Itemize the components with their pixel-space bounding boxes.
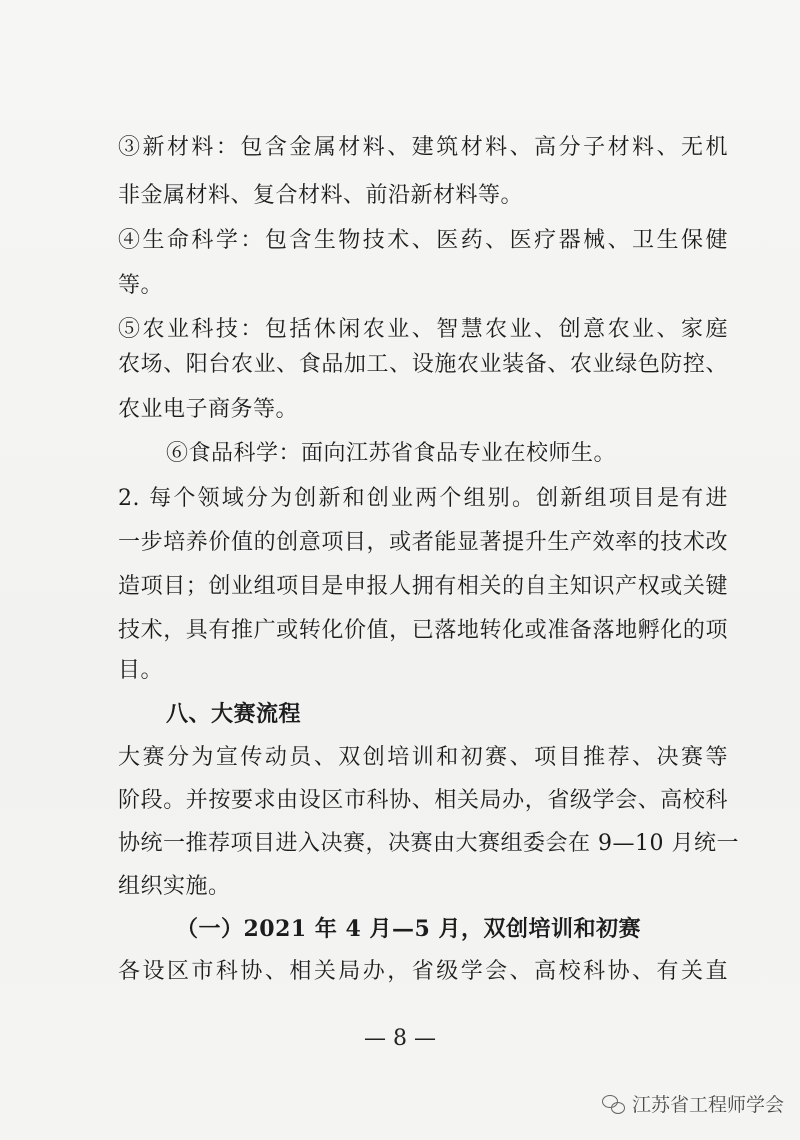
text-line: ④生命科学：包含生物技术、医药、医疗器械、卫生保健 (118, 228, 728, 253)
wechat-icon (602, 1094, 626, 1114)
text-line: 阶段。并按要求由设区市科协、相关局办，省级学会、高校科 (118, 788, 728, 813)
text-line: 农场、阳台农业、食品加工、设施农业装备、农业绿色防控、 (118, 352, 728, 377)
text-line: 各设区市科协、相关局办，省级学会、高校科协、有关直 (118, 959, 728, 984)
text-line: 目。 (118, 658, 164, 683)
section-heading: 八、大赛流程 (166, 702, 302, 727)
text-line: 协统一推荐项目进入决赛，决赛由大赛组委会在 9—10 月统一 (118, 831, 739, 856)
text-line: 技术，具有推广或转化价值，已落地转化或准备落地孵化的项 (118, 618, 728, 643)
text-line: 等。 (118, 273, 164, 298)
page-number: — 8 — (364, 1026, 436, 1051)
text-line: 农业电子商务等。 (118, 397, 299, 422)
watermark (602, 1090, 784, 1117)
text-line: 大赛分为宣传动员、双创培训和初赛、项目推荐、决赛等 (118, 745, 728, 770)
text-line: ⑤农业科技：包括休闲农业、智慧农业、创意农业、家庭 (118, 317, 728, 342)
text-line: ③新材料：包含金属材料、建筑材料、高分子材料、无机 (118, 135, 728, 160)
text-line: ⑥食品科学：面向江苏省食品专业在校师生。 (166, 441, 617, 466)
watermark-text: 江苏省工程师学会 (631, 1094, 784, 1116)
text-line: 一步培养价值的创意项目，或者能显著提升生产效率的技术改 (118, 530, 728, 555)
text-line: 2. 每个领域分为创新和创业两个组别。创新组项目是有进 (118, 486, 728, 511)
text-line: 非金属材料、复合材料、前沿新材料等。 (118, 183, 524, 208)
text-line: 造项目；创业组项目是申报人拥有相关的自主知识产权或关键 (118, 574, 728, 599)
subsection-heading: （一）2021 年 4 月—5 月，双创培训和初赛 (176, 916, 641, 942)
text-line: 组织实施。 (118, 874, 231, 899)
